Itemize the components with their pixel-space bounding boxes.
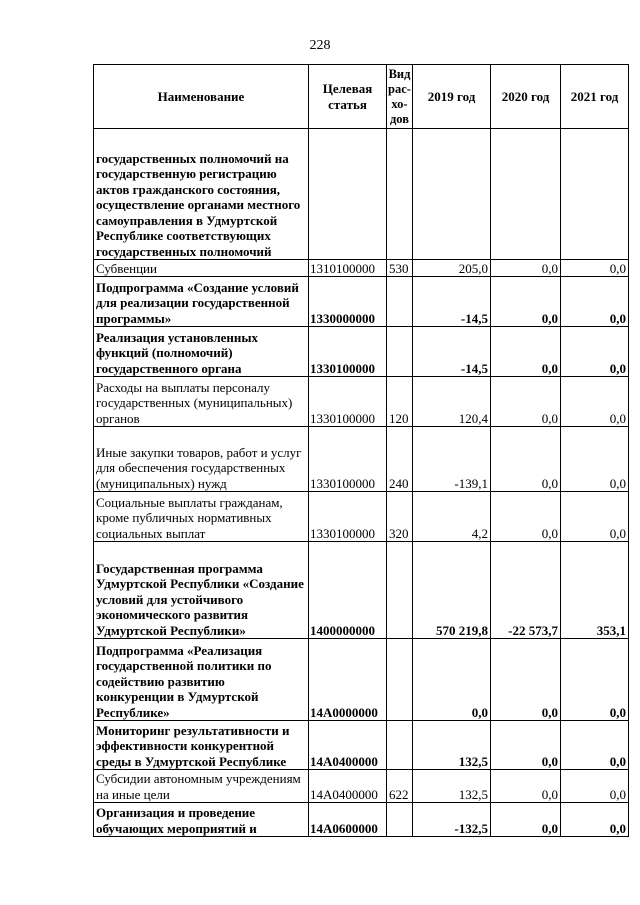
row-expense-type-cell: 530 (387, 260, 413, 277)
row-2019-cell: 4,2 (413, 492, 491, 542)
header-2019: 2019 год (413, 65, 491, 129)
row-2019-cell: 570 219,8 (413, 542, 491, 639)
row-2019-cell: 132,5 (413, 770, 491, 803)
row-2021-cell: 0,0 (561, 721, 629, 770)
table-row (94, 377, 629, 427)
row-expense-type-cell (387, 803, 413, 837)
row-expense-type-cell: 240 (387, 427, 413, 492)
row-2020-cell: 0,0 (491, 277, 561, 327)
row-name-cell: Реализация установленных функций (полномочий) государственного органа (94, 327, 309, 377)
row-target-article-cell: 14А0400000 (309, 721, 387, 770)
row-target-article-cell: 1400000000 (309, 542, 387, 639)
row-expense-type-cell: 320 (387, 492, 413, 542)
row-name-cell: Социальные выплаты гражданам, кроме публичных нормативных социальных выплат (94, 492, 309, 542)
row-2021-cell: 0,0 (561, 639, 629, 721)
table-row (94, 721, 629, 770)
table-row (94, 277, 629, 327)
row-target-article-cell: 14А0000000 (309, 639, 387, 721)
row-expense-type-cell: 120 (387, 377, 413, 427)
row-2020-cell: 0,0 (491, 492, 561, 542)
row-target-article-cell: 1330000000 (309, 277, 387, 327)
row-2019-cell: -132,5 (413, 803, 491, 837)
row-2021-cell: 0,0 (561, 770, 629, 803)
row-target-article-cell: 1330100000 (309, 427, 387, 492)
row-2019-cell: -14,5 (413, 327, 491, 377)
row-2020-cell: 0,0 (491, 721, 561, 770)
table-row (94, 770, 629, 803)
row-name-cell: Расходы на выплаты персоналу государственных (муниципальных) органов (94, 377, 309, 427)
row-name-cell: Подпрограмма «Реализация государственной политики по содействию развитию конкуренции в Удмуртской Республике» (94, 639, 309, 721)
row-2020-cell: 0,0 (491, 639, 561, 721)
row-2021-cell: 0,0 (561, 327, 629, 377)
header-target-article: Целевая статья (309, 65, 387, 129)
header-2021: 2021 год (561, 65, 629, 129)
row-2021-cell: 0,0 (561, 492, 629, 542)
row-expense-type-cell (387, 639, 413, 721)
header-name: Наименование (94, 65, 309, 129)
budget-table (93, 64, 629, 837)
header-expense-type: Вид рас-хо-дов (387, 65, 413, 129)
row-name-cell: государственных полномочий на государственную регистрацию актов гражданского состояния, осуществление органами местного самоуправления в Удмуртской Республике соответствующих государственных полномочий (94, 129, 309, 260)
table-row (94, 129, 629, 260)
row-2021-cell: 0,0 (561, 803, 629, 837)
row-target-article-cell: 1330100000 (309, 327, 387, 377)
row-target-article-cell: 1310100000 (309, 260, 387, 277)
table-row (94, 542, 629, 639)
header-2020: 2020 год (491, 65, 561, 129)
row-2021-cell: 0,0 (561, 427, 629, 492)
row-name-cell: Иные закупки товаров, работ и услуг для обеспечения государственных (муниципальных) нужд (94, 427, 309, 492)
row-expense-type-cell (387, 277, 413, 327)
table-row (94, 260, 629, 277)
row-name-cell: Подпрограмма «Создание условий для реализации государственной программы» (94, 277, 309, 327)
row-target-article-cell: 1330100000 (309, 492, 387, 542)
table-row (94, 492, 629, 542)
page-number: 228 (309, 38, 331, 53)
row-2020-cell: -22 573,7 (491, 542, 561, 639)
table-row (94, 327, 629, 377)
row-2019-cell: -14,5 (413, 277, 491, 327)
row-expense-type-cell (387, 721, 413, 770)
row-2019-cell: 132,5 (413, 721, 491, 770)
row-2021-cell (561, 129, 629, 260)
row-2020-cell: 0,0 (491, 770, 561, 803)
row-2021-cell: 353,1 (561, 542, 629, 639)
row-2021-cell: 0,0 (561, 277, 629, 327)
row-expense-type-cell: 622 (387, 770, 413, 803)
row-target-article-cell: 14А0600000 (309, 803, 387, 837)
row-2019-cell: 0,0 (413, 639, 491, 721)
table-row (94, 803, 629, 837)
row-expense-type-cell (387, 542, 413, 639)
table-row (94, 427, 629, 492)
row-2019-cell: 205,0 (413, 260, 491, 277)
table-row (94, 639, 629, 721)
table-header-row (94, 65, 629, 129)
row-name-cell: Субсидии автономным учреждениям на иные цели (94, 770, 309, 803)
row-2019-cell: -139,1 (413, 427, 491, 492)
row-name-cell: Субвенции (94, 260, 309, 277)
row-2019-cell (413, 129, 491, 260)
row-2020-cell (491, 129, 561, 260)
row-2020-cell: 0,0 (491, 803, 561, 837)
row-2020-cell: 0,0 (491, 260, 561, 277)
row-2020-cell: 0,0 (491, 327, 561, 377)
row-2020-cell: 0,0 (491, 377, 561, 427)
row-target-article-cell: 14А0400000 (309, 770, 387, 803)
row-name-cell: Организация и проведение обучающих мероприятий и (94, 803, 309, 837)
row-expense-type-cell (387, 327, 413, 377)
row-2021-cell: 0,0 (561, 260, 629, 277)
row-target-article-cell: 1330100000 (309, 377, 387, 427)
row-name-cell: Мониторинг результативности и эффективности конкурентной среды в Удмуртской Республике (94, 721, 309, 770)
row-target-article-cell (309, 129, 387, 260)
row-2019-cell: 120,4 (413, 377, 491, 427)
row-2020-cell: 0,0 (491, 427, 561, 492)
row-name-cell: Государственная программа Удмуртской Республики «Создание условий для устойчивого экономического развития Удмуртской Республики» (94, 542, 309, 639)
row-expense-type-cell (387, 129, 413, 260)
row-2021-cell: 0,0 (561, 377, 629, 427)
